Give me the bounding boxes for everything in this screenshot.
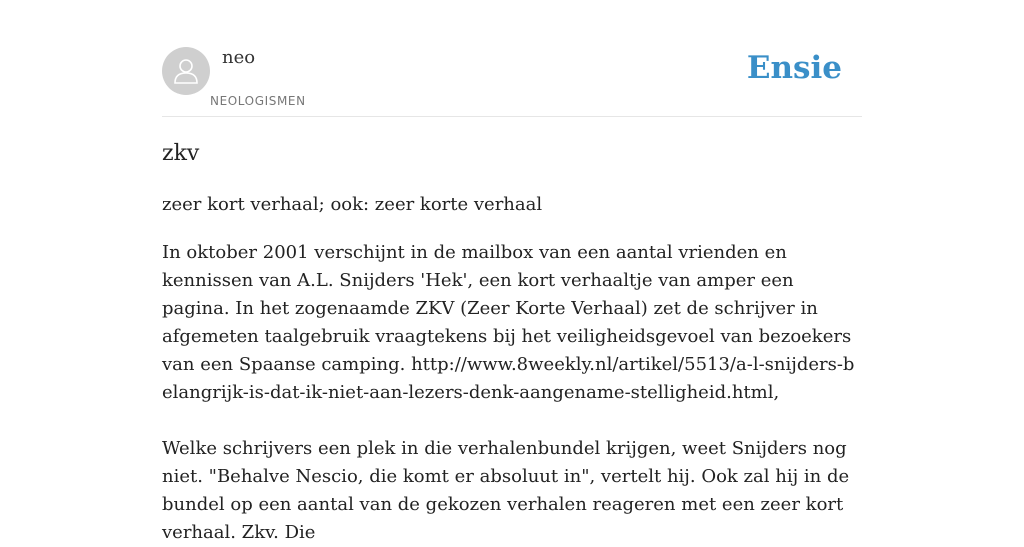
username[interactable]: neo [222, 47, 256, 68]
paragraph-text: Welke schrijvers een plek in die verhalenbundel krijgen, weet Snijders nog niet. "Behalve Nescio, die komt er absoluut in", vertelt hij. Ook zal hij in de bundel op een aantal van de gekozen verhalen reageren met een zeer kort verhaal. Zkv. Die [162, 438, 850, 543]
user-silhouette-icon [171, 56, 201, 86]
header [162, 0, 862, 117]
page [162, 0, 862, 543]
entry-definition: zeer kort verhaal; ook: zeer korte verhaal [162, 194, 543, 215]
entry-term: zkv [162, 141, 200, 166]
paragraph-gap [162, 407, 862, 435]
paragraph [162, 239, 862, 407]
avatar[interactable] [162, 47, 210, 95]
source-suffix: , [773, 382, 780, 403]
paragraph-text: In oktober 2001 verschijnt in de mailbox van een aantal vrienden en kennissen van A.L. Snijders 'Hek', een kort verhaaltje van amper een pagina. In het zogenaamde ZKV (Zeer Korte Verhaal) zet de schrijver in afgemeten taalgebruik vraagtekens bij het veiligheidsgevoel van bezoekers van een Spaanse camping. [162, 242, 852, 375]
source-link[interactable]: http://www.8weekly.nl/artikel/5513/a-l-snijders-belangrijk-is-dat-ik-niet-aan-lezers-denk-aangename-stelligheid.html [162, 354, 855, 403]
paragraph [162, 435, 862, 547]
brand-logo[interactable]: Ensie [746, 50, 842, 86]
entry-body [162, 239, 862, 547]
dictionary-name[interactable]: NEOLOGISMEN [210, 94, 306, 108]
